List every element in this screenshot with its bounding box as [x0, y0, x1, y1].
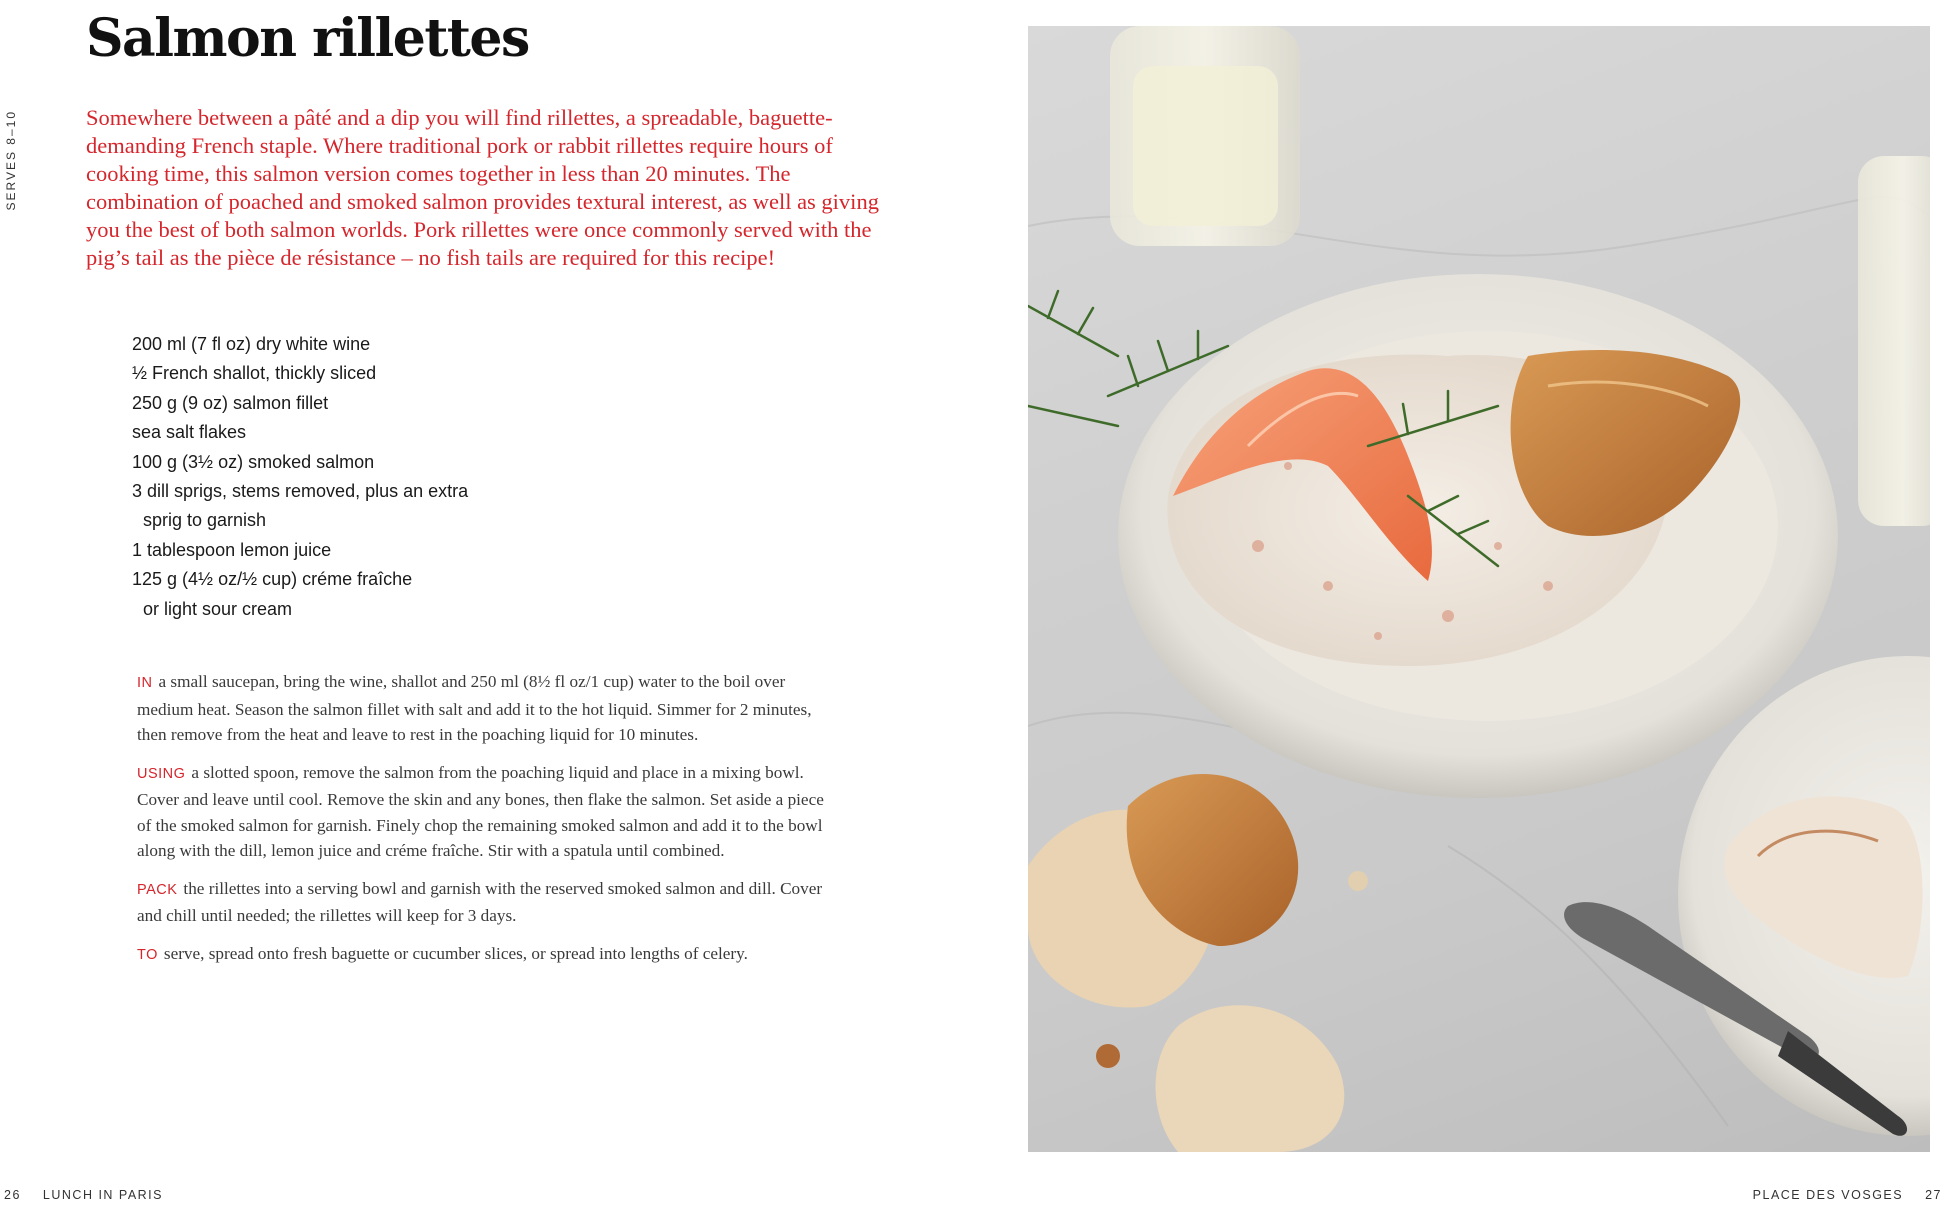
- chapter-title: PLACE DES VOSGES: [1752, 1188, 1904, 1202]
- recipe-photo: [1028, 26, 1930, 1152]
- recipe-intro: Somewhere between a pâté and a dip you will find rillettes, a spreadable, baguette-demanding French staple. Where traditional pork or rabbit rillettes require hours of cooking time, this salmon version comes together in less than 20 minutes. The combination of poached and smoked salmon provides textural interest, as well as giving you the best of both salmon worlds. Pork rillettes were once commonly served with the pig’s tail as the pièce de résistance – no fish tails are required for this recipe!: [86, 105, 879, 270]
- ingredient-text: 200 ml (7 fl oz) dry white wine: [132, 334, 371, 354]
- footer-right: [1753, 1188, 1942, 1202]
- ingredient-text: 3 dill sprigs, stems removed, plus an extra: [132, 481, 469, 502]
- method-step: [137, 941, 827, 969]
- ingredient-text: ½ French shallot, thickly sliced: [132, 363, 377, 384]
- step-text: serve, spread onto fresh baguette or cucumber slices, or spread into lengths of celery.: [163, 943, 748, 963]
- method-step: [137, 760, 827, 864]
- step-text: a slotted spoon, remove the salmon from the poaching liquid and place in a mixing bowl. Cover and leave until cool. Remove the skin and any bones, then flake the salmon. Set aside a piece of the smoked salmon for garnish. Finely chop the remaining smoked salmon and add it to the bowl along with the dill, lemon juice and créme fraîche. Stir with a spatula until combined.: [137, 762, 824, 860]
- ingredient-continuation: sprig to garnish: [143, 510, 267, 531]
- step-keyword: TO: [137, 946, 158, 963]
- step-text: a small saucepan, bring the wine, shallot and 250 ml (8½ fl oz/1 cup) water to the boil over medium heat. Season the salmon fillet with salt and add it to the hot liquid. Simmer for 2 minutes, then remove from the heat and leave to rest in the poaching liquid for 10 minutes.: [137, 672, 812, 744]
- ingredient-item: [132, 448, 532, 477]
- ingredient-item: [132, 359, 532, 388]
- serves-label: SERVES 8–10: [4, 110, 18, 211]
- method-step: [137, 876, 827, 929]
- ingredient-item: [132, 477, 532, 536]
- step-text: the rillettes into a serving bowl and garnish with the reserved smoked salmon and dill. Cover and chill until needed; the rillettes will keep for 3 days.: [137, 878, 823, 925]
- page-number-left: 26: [4, 1188, 21, 1202]
- ingredient-text: sea salt flakes: [132, 422, 247, 443]
- ingredient-item: [132, 389, 532, 418]
- page-number-right: 27: [1925, 1188, 1942, 1202]
- ingredient-text: 125 g (4½ oz/½ cup) créme fraîche: [132, 569, 413, 590]
- ingredient-item: [132, 330, 532, 359]
- book-title: LUNCH IN PARIS: [42, 1188, 163, 1202]
- step-keyword: PACK: [137, 881, 178, 898]
- ingredient-item: [132, 418, 532, 447]
- ingredient-item: [132, 565, 532, 624]
- method-steps: [137, 669, 827, 980]
- ingredient-text: 100 g (3½ oz) smoked salmon: [132, 451, 375, 472]
- ingredient-list: [132, 330, 532, 624]
- ingredient-text: 250 g (9 oz) salmon fillet: [132, 392, 329, 413]
- step-keyword: USING: [137, 765, 186, 782]
- photo-illustration: [1028, 26, 1930, 1152]
- step-keyword: IN: [137, 675, 153, 691]
- ingredient-continuation: or light sour cream: [143, 598, 293, 619]
- ingredient-text: 1 tablespoon lemon juice: [132, 539, 332, 560]
- ingredient-item: [132, 536, 532, 565]
- footer-left: [4, 1188, 163, 1202]
- method-step: [137, 669, 827, 748]
- recipe-title: Salmon rillettes: [86, 8, 529, 69]
